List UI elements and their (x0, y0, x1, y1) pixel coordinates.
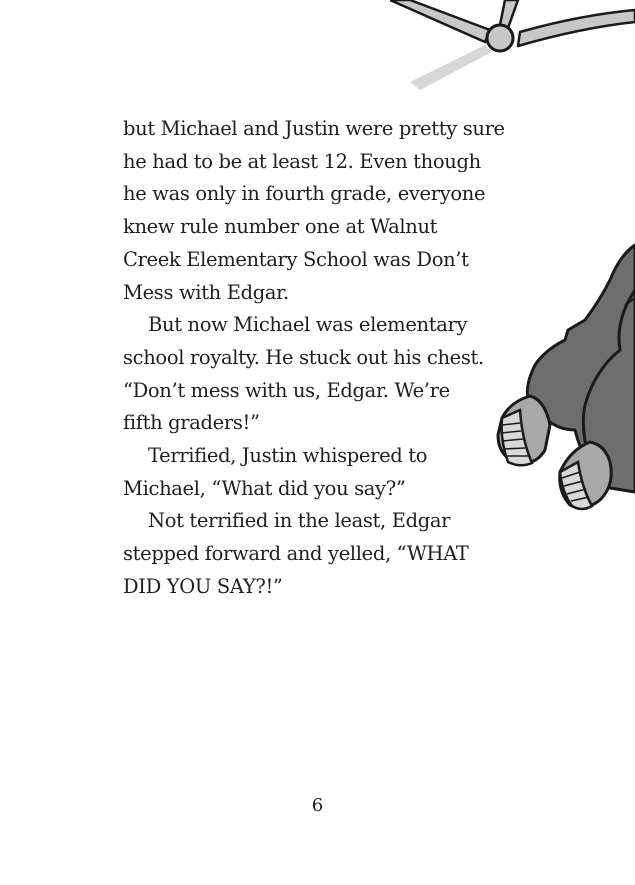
text-line: but Michael and Justin were pretty sure (123, 117, 505, 140)
text-line: DID YOU SAY?!” (123, 574, 283, 598)
text-line: stepped forward and yelled, “WHAT (123, 542, 469, 566)
story-text (123, 113, 523, 604)
text-line: fifth graders!” (123, 411, 260, 435)
text-line: he was only in fourth grade, everyone (123, 182, 486, 206)
page-number: 6 (311, 795, 324, 816)
text-line: Not terrified in the least, Edgar (148, 509, 451, 533)
ceiling-fan-illustration (390, 0, 635, 100)
text-line: he had to be at least 12. Even though (123, 149, 481, 173)
text-line: Michael, “What did you say?” (123, 476, 406, 500)
text-line: knew rule number one at Walnut (123, 215, 438, 239)
text-line: Mess with Edgar. (123, 280, 289, 304)
text-line: school royalty. He stuck out his chest. (123, 345, 484, 369)
text-line: But now Michael was elementary (148, 313, 468, 337)
text-line: Terrified, Justin whispered to (148, 444, 428, 468)
text-line: “Don’t mess with us, Edgar. We’re (123, 378, 450, 402)
text-line: Creek Elementary School was Don’t (123, 247, 469, 271)
